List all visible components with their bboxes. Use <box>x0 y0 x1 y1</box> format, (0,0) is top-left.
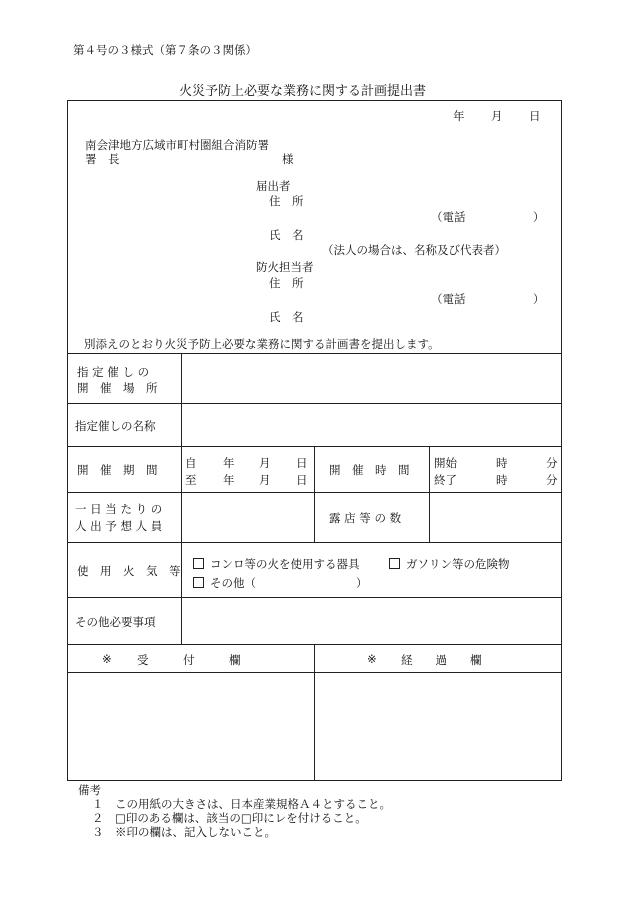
addressee-chief: 署 長 <box>85 152 120 166</box>
period-to-label: 至 <box>185 473 197 487</box>
period-from-label: 自 <box>185 456 197 470</box>
note-number: ２ <box>92 811 104 825</box>
applicant-phone-close: ） <box>533 210 545 224</box>
fire-option-gasoline[interactable] <box>389 556 510 572</box>
period-to-day: 日 <box>296 473 308 487</box>
note-text: ※印の欄は、記入しないこと。 <box>115 825 276 839</box>
fire-option-other[interactable] <box>193 575 256 591</box>
period-from-day: 日 <box>296 456 308 470</box>
end-label: 終了 <box>434 473 457 487</box>
divider-line <box>314 644 315 781</box>
fire-option-stove[interactable] <box>193 556 360 572</box>
document-title: 火災予防上必要な業務に関する計画提出書 <box>179 84 427 99</box>
fire-option-other-label: その他（ <box>210 576 256 590</box>
venue-label-line1: 指 定 催 し の <box>77 365 150 379</box>
visitors-label-line1: 一 日 当 た り の <box>75 502 163 516</box>
fire-officer-label: 防火担当者 <box>256 260 314 274</box>
start-label: 開始 <box>434 456 457 470</box>
stalls-label: 露 店 等 の 数 <box>329 511 402 525</box>
divider-line <box>429 446 430 542</box>
date-year-label: 年 <box>453 109 465 123</box>
note-text: この用紙の大きさは、日本産業規格Ａ４とすること。 <box>115 797 391 811</box>
checkbox-icon[interactable] <box>389 558 400 569</box>
fire-use-label: 使 用 火 気 等 <box>77 564 181 578</box>
addressee-honorific: 様 <box>282 152 294 166</box>
venue-label-line2: 開 催 場 所 <box>77 381 158 395</box>
period-to-year: 年 <box>223 473 235 487</box>
fire-officer-address-label: 住 所 <box>269 276 304 290</box>
corporation-note: （法人の場合は、名称及び代表者） <box>322 243 506 257</box>
note-item <box>92 824 276 840</box>
reception-mark: ※ <box>102 652 112 666</box>
applicant-name-label: 氏 名 <box>269 228 304 242</box>
applicant-address-label: 住 所 <box>269 194 304 208</box>
reception-label: 受 付 欄 <box>137 653 241 667</box>
start-minute: 分 <box>546 456 558 470</box>
fire-officer-phone-label: （電話 <box>431 292 466 306</box>
period-label: 開 催 期 間 <box>77 463 158 477</box>
checkbox-icon[interactable] <box>193 558 204 569</box>
start-hour: 時 <box>496 456 508 470</box>
period-from-year: 年 <box>223 456 235 470</box>
note-number: １ <box>92 797 104 811</box>
fire-officer-phone-close: ） <box>533 292 545 306</box>
divider-line <box>181 353 182 644</box>
visitors-label-line2: 人 出 予 想 人 員 <box>75 519 163 533</box>
end-minute: 分 <box>546 473 558 487</box>
notes-heading: 備考 <box>78 783 101 797</box>
progress-mark: ※ <box>367 652 377 666</box>
period-from-month: 月 <box>259 456 271 470</box>
fire-officer-name-label: 氏 名 <box>269 310 304 324</box>
submission-statement: 別添えのとおり火災予防上必要な業務に関する計画書を提出します。 <box>84 337 440 351</box>
fire-option-gasoline-label: ガソリン等の危険物 <box>406 557 510 571</box>
divider-line <box>67 403 562 404</box>
date-month-label: 月 <box>491 109 503 123</box>
form-reference: 第４号の３様式（第７条の３関係） <box>73 43 257 57</box>
divider-line <box>67 597 562 598</box>
divider-line <box>67 542 562 543</box>
applicant-phone-label: （電話 <box>431 210 466 224</box>
addressee-organization: 南会津地方広域市町村圏組合消防署 <box>85 138 269 152</box>
note-text: □印のある欄は、該当の□印にレを付けること。 <box>115 811 367 825</box>
end-hour: 時 <box>496 473 508 487</box>
date-day-label: 日 <box>529 109 541 123</box>
divider-line <box>314 446 315 542</box>
divider-line <box>67 353 562 354</box>
event-name-label: 指定催しの名称 <box>75 419 156 433</box>
fire-option-stove-label: コンロ等の火を使用する器具 <box>210 557 360 571</box>
fire-option-other-close: ） <box>356 576 368 590</box>
other-items-label: その他必要事項 <box>75 615 156 629</box>
applicant-label: 届出者 <box>256 179 291 193</box>
note-number: ３ <box>92 825 104 839</box>
period-to-month: 月 <box>259 473 271 487</box>
hours-label: 開 催 時 間 <box>329 463 410 477</box>
progress-label: 経 過 欄 <box>401 653 482 667</box>
checkbox-icon[interactable] <box>193 577 204 588</box>
